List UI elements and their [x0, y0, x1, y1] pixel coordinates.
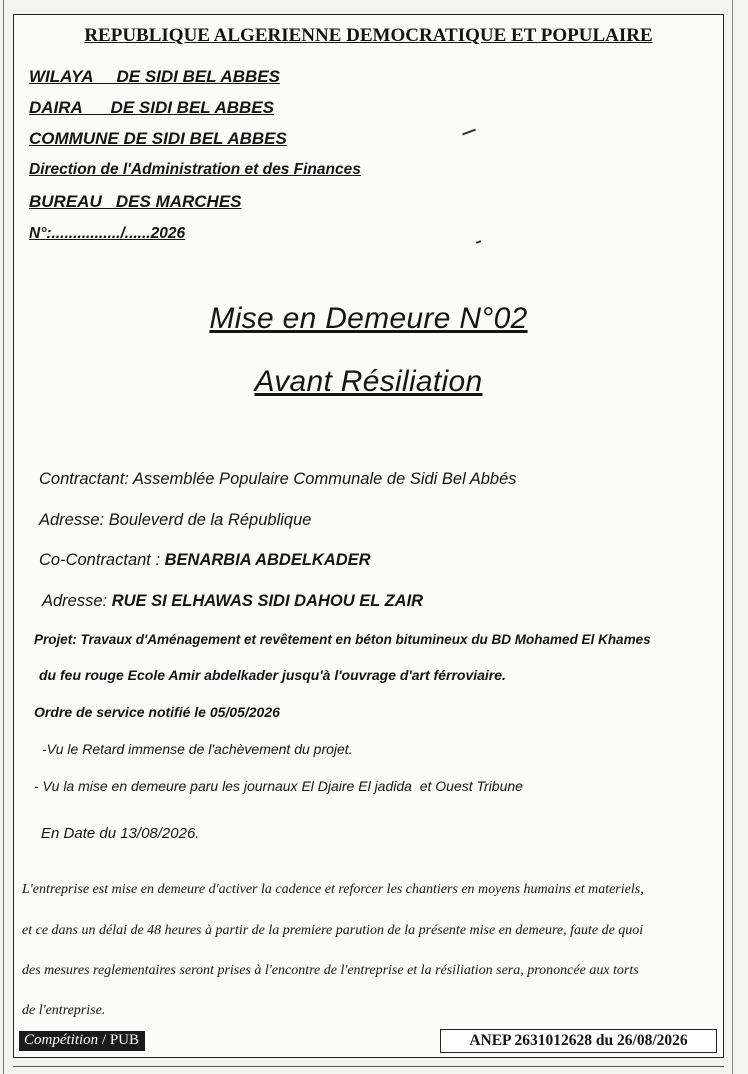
- republic-heading: REPUBLIQUE ALGERIENNE DEMOCRATIQUE ET POPULAIRE: [84, 25, 653, 46]
- cocontractant-label: Co-Contractant :: [39, 551, 165, 569]
- cocontractant-line: [39, 551, 371, 570]
- closing-line-2: et ce dans un délai de 48 heures à partir de la premiere parution de la présente mise en demeure, faute de quoi: [22, 923, 644, 938]
- notice-sheet: [13, 14, 724, 1058]
- page-edge-line: [732, 0, 733, 1074]
- address-value: RUE SI ELHAWAS SIDI DAHOU EL ZAIR: [111, 592, 424, 610]
- wilaya-line: WILAYA DE SIDI BEL ABBES: [29, 67, 280, 86]
- bureau-line: BUREAU DES MARCHES: [29, 192, 242, 211]
- project-line-2: du feu rouge Ecole Amir abdelkader jusqu'à l'ouvrage d'art férroviaire.: [39, 667, 506, 683]
- closing-line-3: des mesures reglementaires seront prises à l'encontre de l'entreprise et la résiliation sera, prononcée aux torts: [22, 963, 639, 978]
- page-edge-line: [3, 0, 4, 1074]
- anep-reference: ANEP 2631012628 du 26/08/2026: [440, 1029, 717, 1053]
- closing-line-4: de l'entreprise.: [22, 1003, 106, 1018]
- reason-previous-notice: - Vu la mise en demeure paru les journaux El Djaire El jadida et Ouest Tribune: [34, 778, 523, 794]
- contractant-line: Contractant: Assemblée Populaire Communale de Sidi Bel Abbés: [39, 470, 517, 488]
- category-tag: [19, 1031, 145, 1051]
- scan-speck: [462, 129, 476, 135]
- bottom-rule: [13, 1066, 724, 1067]
- closing-line-1: L'entreprise est mise en demeure d'activer la cadence et reforcer les chantiers en moyens humains et materiels,: [22, 882, 644, 897]
- notice-subtitle: Avant Résiliation: [254, 365, 483, 398]
- cocontractant-name: BENARBIA ABDELKADER: [164, 551, 371, 569]
- notice-date: En Date du 13/08/2026.: [41, 825, 200, 842]
- contractant-address: Adresse: Bouleverd de la République: [39, 511, 312, 529]
- reference-number: N°:................/......2026: [29, 225, 186, 242]
- cocontractant-address: [42, 592, 423, 611]
- commune-line: COMMUNE DE SIDI BEL ABBES: [29, 129, 287, 148]
- address-label: Adresse:: [42, 592, 112, 610]
- reason-delay: -Vu le Retard immense de l'achèvement du projet.: [42, 741, 353, 757]
- scan-speck: [476, 240, 481, 243]
- service-order: Ordre de service notifié le 05/05/2026: [34, 704, 280, 720]
- category-suffix: / PUB: [98, 1032, 140, 1048]
- category-name: Compétition: [24, 1032, 99, 1048]
- direction-line: Direction de l'Administration et des Finances: [29, 161, 361, 178]
- daira-line: DAIRA DE SIDI BEL ABBES: [29, 98, 274, 117]
- project-line-1: Projet: Travaux d'Aménagement et revêtement en béton bitumineux du BD Mohamed El Khames: [34, 632, 651, 647]
- notice-title: Mise en Demeure N°02: [209, 302, 528, 335]
